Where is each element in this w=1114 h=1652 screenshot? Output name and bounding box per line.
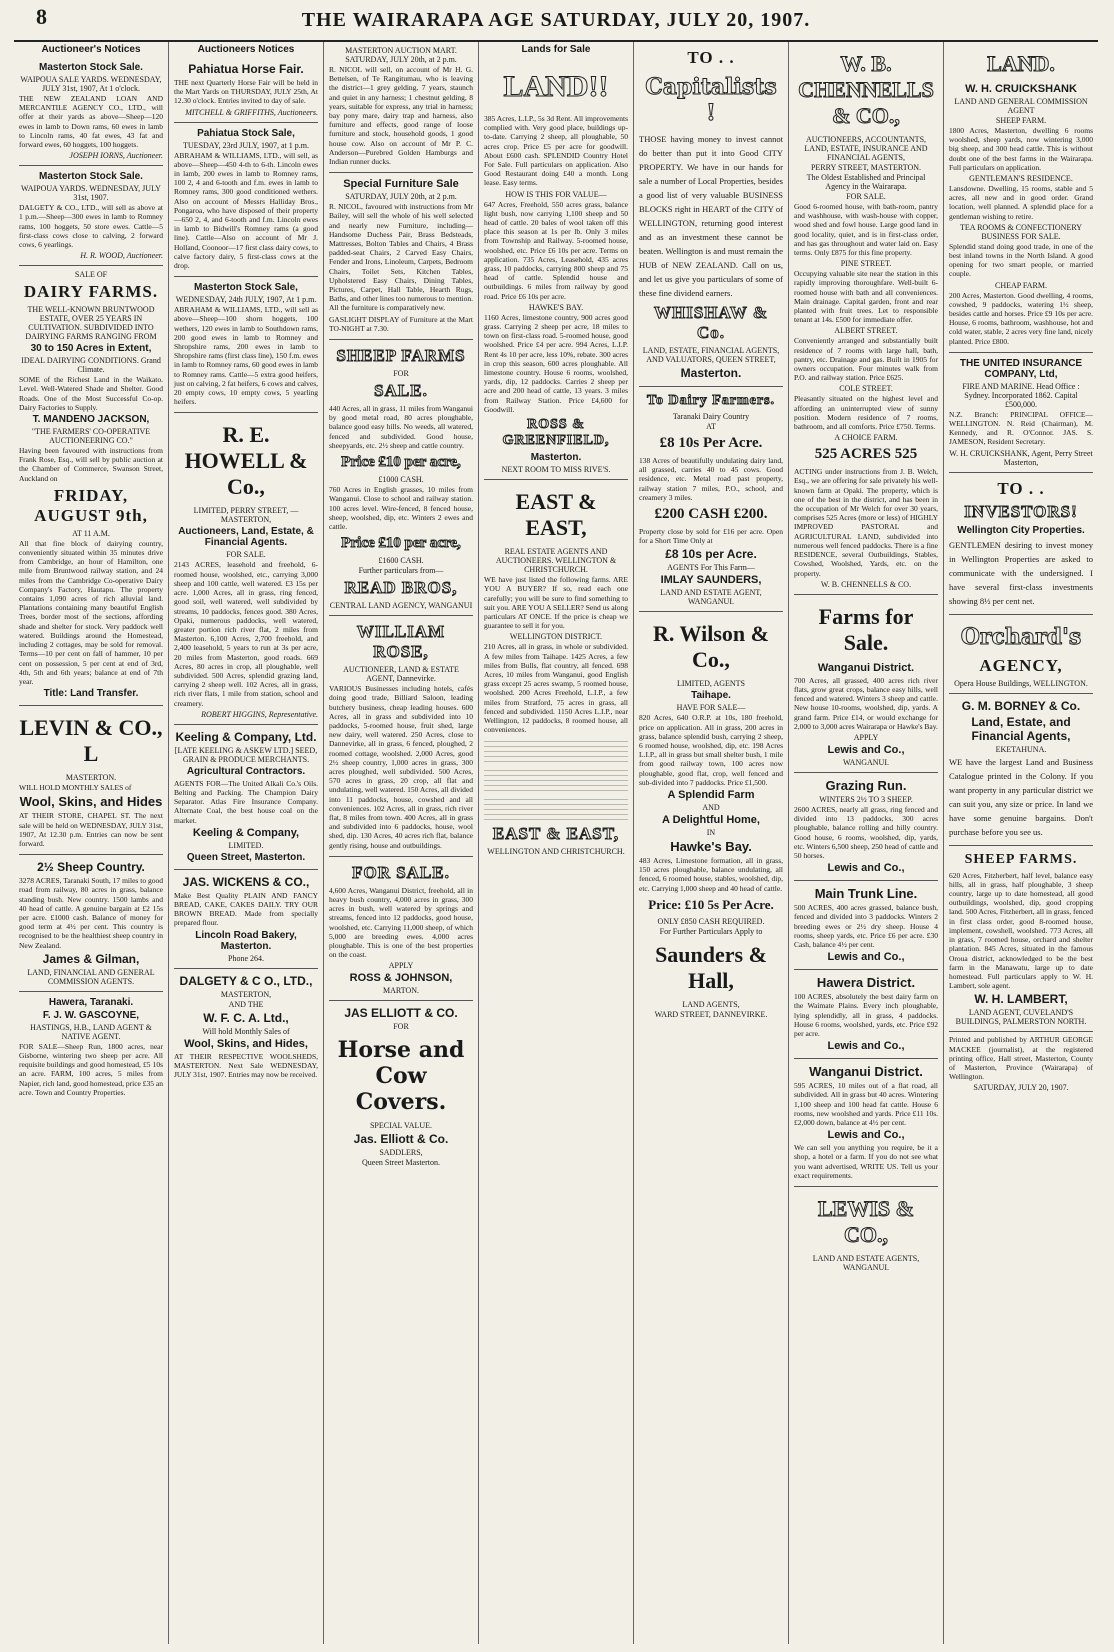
ad-body: WE have just listed the following farms. ARE YOU A BUYER? If so, read each one carefully; you will be sure to find something to suit you. ARE YOU A SELLER? Send us along particulars AT ONCE. If the price is cheap we guarantee to sell it for you. [484, 575, 628, 631]
ad-firm: ROSS & JOHNSON, [349, 972, 453, 985]
ad-firm: Lewis and Co., [827, 951, 905, 964]
ad-body: ACTING under instructions from J. B. Welch, Esq., we are offering for sale privately his well-known farm at Opaki. The property, which is one of the best in the district, and has been in the occupation of Mr Welch for over 30 years, comprises 525 Acres (more or less) of HIGHLY IMPROVED PASTORAL and AGRICULTURAL LAND, subdivided into numerous well fenced paddocks. There is a fine RESIDENCE, several Outbuildings, Stables, Cowshed, Woolshed, Yards, etc. on the property. [794, 467, 939, 578]
ad-location: Queen Street Masterton. [362, 1158, 440, 1168]
ad-firm: ROSS & GREENFIELD, [502, 417, 610, 449]
ad-for: FOR [393, 369, 409, 379]
pahiatua-horse-fair-ad [174, 57, 318, 123]
ad-title: To Dairy Farmers. [646, 393, 776, 408]
ad-subtitle: FIRE AND MARINE. Head Office : Sydney. Incorporated 1862. Capital £500,000. [962, 381, 1080, 409]
ad-subtitle: LAND, ESTATE, FINANCIAL AGENTS, AND VALUATORS, QUEEN STREET, [642, 346, 780, 364]
ad-title: Pahiatua Stock Sale, [197, 127, 295, 139]
ad-body: Splendid stand doing good trade, in one of the best inland towns in the North Island. A good opening for two smart people, or married couple. [949, 241, 1093, 279]
ad-cash: ONLY £850 CASH REQUIRED. [657, 916, 765, 926]
ad-body: 1800 Acres, Masterton, dwelling 6 rooms woolshed, sheep yards, now wintering 3,000 big sheep, and 300 head cattle. This is without doubt one of the best farms in the Wairarapa. Full particulars on application. [949, 126, 1093, 172]
ad-body: VARIOUS Businesses including hotels, cafés doing good trade, Billiard Saloon, leading butchery business, cheap leading houses. 600 Acres, all in grass and subdivided into 10 paddocks, 5-roomed house, fruit shed, large new dairy, well watered. 250 Acres, close to Dannevirke, all in grass, 6 fenced, ploughed, 2 roomed cottage, woolshed. 2,000 Acres, good 2½ sheep country, 1,000 acres in grass, 300 acres ploughed, well subdivided. 500 Acres, 570 acres in grass, 20 crop, all flat and undulating, well watered. 150 Acres, all divided into 11 paddocks, house, cowshed and all conveniences. 102 Acres, all in grass, rich river flat, 8 miles from town. 400 Acres, all in grass and subdivided into 6 paddocks, house, wool shed, dip. 130 Acres, 40 acres rich flat, balance gently rising, house and outbuildings. [329, 684, 473, 850]
ad-location: MASTERTON, [220, 989, 272, 999]
ad-address: PERRY STREET, MASTERTON. [810, 163, 922, 172]
ad-body: 500 ACRES, 400 acres grassed, balance bush, fenced and divided into 3 paddocks. Winters 2 breeding ewes or 2½ dry sheep. House 4 rooms, sheep yards, etc. Price £6 per acre. £30 Cash, balance 4½ per cent. [794, 903, 938, 949]
ad-address: NEXT ROOM TO MISS RIVE'S. [501, 465, 611, 475]
ad-subtitle: LAND AGENT, CUVELAND'S BUILDINGS, PALMERSTON NORTH. [955, 1008, 1087, 1027]
imprint-date: SATURDAY, JULY 20, 1907. [973, 1083, 1069, 1093]
ad-title: SHEEP FARMS. [964, 851, 1078, 867]
ad-subtitle: Land, Estate, and Financial Agents, [971, 714, 1071, 743]
ad-body: 1160 Acres, limestone country, 900 acres good grass. Carrying 2 sheep per acre, 18 miles to town on first-class road. 5-roomed house, good woolshed. Price £4 per acre. 994 Acres, L.I.P. Rent 4s 10 per acre, less 10%, rebate. 300 acres in crop this season, 600 acres ploughable. All limestone country. House 6 rooms, woolshed, yards, dip, 12 paddocks. Carries 2 sheep per acre and 200 head of cattle, 13 years. 3 miles from Railway Station. Price £4,600 for Goodwill. [484, 312, 628, 414]
ad-range: 30 to 150 Acres in Extent, [30, 343, 152, 355]
ad-firm: Lewis and Co., [827, 1040, 905, 1053]
wickens-ad [174, 870, 318, 969]
ad-firm: IMLAY SAUNDERS, [660, 574, 762, 587]
ad-title: JAS. WICKENS & CO., [182, 874, 310, 889]
ad-body: 595 ACRES, 10 miles out of a flat road, all subdivided. All in grass but 40 acres. Wintering 1,100 sheep and 100 head fat cattle. House 6 rooms, new woolshed and yards. Price £11 10s. £2,000 down, balance at 4½ per cent. [794, 1081, 938, 1127]
sheep-country-ad [19, 855, 163, 992]
ad-location: EKETAHUNA. [995, 744, 1047, 754]
ad-body: AT THEIR RESPECTIVE WOOLSHEDS, MASTERTON. Next Sale WEDNESDAY, JULY 31st, 1907. Entries may now be received. [174, 1051, 318, 1079]
ad-signature: MITCHELL & GRIFFITHS, Auctioneers. [185, 107, 318, 117]
grazing-run-ad [794, 773, 938, 881]
section-header: Auctioneer's Notices [41, 44, 141, 55]
ad-body: N.Z. Branch: PRINCIPAL OFFICE—WELLINGTON. N. Reid (Chairman), M. Kennedy, and R. O'Connor. JAS. S. JAMESON, Resident Secretary. [949, 409, 1093, 447]
ad-firm: WHISHAW & Co. [653, 303, 768, 342]
ad-subtitle: LAND AND ESTATE AGENTS, WANGANUI. [812, 1254, 920, 1272]
ad-body: GASLIGHT DISPLAY of Furniture at the Mart TO-NIGHT at 7.30. [329, 314, 473, 333]
ad-body: Lansdowne. Dwelling, 15 rooms, stable and 5 acres, all new and in good order. Grand location, well planned. A splendid place for a gentleman wishing to retire. [949, 184, 1093, 221]
ad-body: WILL HOLD MONTHLY SALES of [19, 783, 132, 793]
ad-title: THE UNITED INSURANCE COMPANY, Ltd, [959, 357, 1083, 380]
ad-body: All that fine block of dairying country, conveniently situated within 35 minutes drive from Cambridge, an hour of Hamilton, one mile from Bruntwood railway station, and 24 miles from the Cambridge Co-operative Dairy Company's Factory, Hautapu. The property contains 1,090 acres of rich alluvial land. Plantations containing many beautiful English Trees, border most of the sections, affording shade and shelter for stock. Very paddock well watered. Buildings around the Homestead, including 2 cottages, may be sold for removal. Terms—10 per cent on fall of hammer, 10 per cent on possession, 5 per cent at end of 3rd, 4th, 5th and 6th years; balance at end of 7th year. [19, 538, 163, 686]
wanganui-district-ad [794, 1059, 938, 1187]
cruickshank-ad [949, 42, 1093, 353]
east-east-ad [484, 480, 628, 861]
ad-body: SOME of the Richest Land in the Waikato. Level. Well-Watered Shade and Shelter. Good Roads. One of the Most Successful Co-op. Dairy Factories to Supply. [19, 375, 163, 412]
ad-title: DAIRY FARMS. [23, 282, 159, 302]
columns [14, 42, 1098, 1644]
lambert-ad [949, 846, 1093, 1033]
ad-title: G. M. BORNEY & Co. [961, 698, 1081, 713]
ad-body: Make Best Quality PLAIN AND FANCY BREAD, CAKE, CAKES DAILY. TRY OUR BROWN BREAD. Made from specially prepared flour. [174, 890, 318, 928]
ad-subtitle: AUCTIONEERS, ACCOUNTANTS, LAND, ESTATE, INSURANCE AND FINANCIAL AGENTS, [804, 135, 928, 162]
ad-title: Farms for Sale. [818, 603, 914, 655]
ad-body: Conveniently arranged and substantially built residence of 7 rooms with large hall, bath, pantry, etc. Drainage and gas. Built in 1905 for owners occupation. Four minutes walk from P.O. and railway station. Price £625. [794, 336, 938, 383]
ad-title: SHEEP FARMS [336, 346, 466, 366]
ad-body: We can sell you anything you require, be it a shop, a hotel or a farm. If you do not see what you want advertised, WRITE US. Tell us your exact requirements. [794, 1143, 938, 1180]
ad-subtitle: AUCTIONEER, LAND & ESTATE AGENT, Dannevirke. [343, 665, 459, 684]
ad-body: Pleasantly situated on the highest level and affording an uninterrupted view of sunny position. Modern residence of 7 rooms, bathroom, and all comforts. Price £750. Terms. [794, 394, 938, 432]
ad-title: JAS ELLIOTT & CO. [344, 1006, 458, 1021]
ad-and: AND [702, 803, 720, 813]
ad-firm-sub: LAND AND ESTATE AGENT, WANGANUI. [660, 588, 762, 607]
ad-forsale: FOR SALE. [846, 192, 886, 201]
ad-role: SADDLERS, [379, 1148, 423, 1158]
ad-title-2: AGENCY, [979, 655, 1063, 675]
ad-firm: Lincoln Road Bakery, Masterton. [195, 929, 297, 952]
ad-body: Occupying valuable site near the station in this rapidly improving thoroughfare. Well-built 6-roomed house with bath and all conveniences. Main drainage. Capital garden, front and rear planted with fruit trees. Let to responsible tenant at 14s. £500 for immediate offer. [794, 269, 938, 325]
lewis-co-ad [794, 1187, 938, 1277]
ad-body: 2600 ACRES, nearly all grass, ring fenced and divided into 13 paddocks, 300 acres ploughable, balance rolling and hilly country. Good house, 6 rooms, woolshed, dip, yards, etc. Winters 6,500 sheep, 250 head of cattle and 50 horses. [794, 804, 938, 860]
ad-role: Auctioneers, Land, Estate, & Financial Agents. [178, 526, 314, 549]
ad-time: AT 11 A.M. [72, 528, 110, 538]
ad-title: Masterton Stock Sale. [39, 62, 143, 73]
howell-co-ad [174, 413, 318, 724]
ad-body: 100 ACRES, absolutely the best dairy farm on the Waimate Plains. Every inch ploughable, lying splendidly, all in grass, 4 paddocks. House 6 rooms, woolshed, yards, etc. Price £92 per acre. [794, 992, 938, 1038]
ad-street: PINE STREET. [840, 259, 892, 269]
ad-firm: Jas. Elliott & Co. [353, 1132, 449, 1147]
column-4 [479, 42, 634, 1644]
ad-subtitle: WAIPOUA SALE YARDS. WEDNESDAY, JULY 31st, 1907, At 1 o'clock. [20, 75, 162, 93]
ad-title: Capitalists ! [645, 74, 777, 126]
ad-title: Pahiatua Horse Fair. [188, 62, 304, 76]
ad-title: INVESTORS! [964, 501, 1078, 521]
ad-body: 4,600 Acres, Wanganui District, freehold, all in heavy bush country, 4,000 acres in grass, 300 acres in bush, well watered by springs and streams, fenced into 12 paddocks, good house, woolshed, etc. Carrying 11,000 sheep, of which 5,000 are breeding ewes. 4,000 acres ploughable. This is one of the best properties on the coast. [329, 885, 473, 960]
ad-firm-sub: CENTRAL LAND AGENCY, WANGANUI [329, 601, 473, 611]
ad-tea: TEA ROOMS & CONFECTIONERY BUSINESS FOR SALE. [959, 222, 1082, 241]
ad-splendid: A Splendid Farm [667, 789, 755, 802]
ad-title: LEVIN & CO., L [19, 715, 163, 767]
ad-subtitle: LIMITED, PERRY STREET, — MASTERTON, [193, 506, 299, 525]
ad-for: FOR [393, 1022, 409, 1032]
william-rose-ad [329, 616, 473, 857]
column-1 [14, 42, 169, 1644]
ad-firm-sub: LIMITED. [228, 840, 264, 850]
column-7 [944, 42, 1098, 1644]
ad-firm: Lewis and Co., [827, 1129, 905, 1142]
ad-firm: James & Gilman, [42, 951, 140, 966]
pahiatua-stock-sale-ad [174, 123, 318, 278]
ad-sale: SALE. [374, 381, 428, 401]
ad-firm: W. H. LAMBERT, [974, 992, 1068, 1007]
ad-body: WE have the largest Land and Business Catalogue printed in the Colony. If you want property in any particular district we can suit you, any size or price. In land we have some genuine bargains. Don't purchase before you see us. [949, 756, 1093, 837]
section-header: Lands for Sale [521, 44, 591, 55]
masterton-stock-sale-ad-3 [174, 277, 318, 413]
ad-body: 820 Acres, 640 O.R.P. at 10s, 180 freehold, price on application. All in grass, 200 acres in grass, balance splendid bush, carrying 2 sheep, 6 roomed house, woolshed, dip, etc. 198 Acres L.I.P., all in grass but small shelter bush, 1 mile from good railway town, 100 acres now ploughable, good flat, crop, well fenced and sub-divided into 7 paddocks. Price £1,500. [639, 713, 783, 787]
ad-price: £8 10s Per Acre. [659, 435, 763, 451]
ad-title: F. J. W. GASCOYNE, [42, 1009, 140, 1021]
dalgety-wool-ad [174, 969, 318, 1086]
ad-location: Taranaki Dairy Country [672, 412, 750, 421]
ad-signature: W. B. CHENNELLS & CO. [820, 579, 912, 589]
ad-conditions: IDEAL DAIRYING CONDITIONS. Grand Climate. [21, 356, 161, 375]
page-number: 8 [36, 4, 47, 29]
ad-cash: £200 CASH £200. [654, 506, 768, 523]
ad-body: Will hold Monthly Sales of [202, 1026, 290, 1036]
furniture-sale-ad [329, 173, 473, 340]
dairy-farmers-ad [639, 387, 783, 612]
ad-goods: Wool, Skins, and Hides [19, 794, 163, 810]
ad-auctioneer: T. MANDENO JACKSON, [32, 414, 150, 426]
ad-subtitle: Opera House Buildings, WELLINGTON. [954, 678, 1088, 688]
ad-to: TO . . [997, 478, 1045, 498]
text-filler [484, 737, 628, 763]
for-sale-ad [329, 857, 473, 1002]
masterton-stock-sale-ad-2 [19, 166, 163, 266]
ad-location: MASTERTON. [65, 773, 117, 783]
ad-title: Keeling & Company, Ltd. [175, 729, 317, 744]
ad-price: Price £10 per acre, [341, 535, 461, 552]
ad-body: 2143 ACRES, leasehold and freehold, 6-roomed house, woolshed, etc., carrying 3,000 sheep and 100 cattle, well watered. £3 15s per acre. 1,000 Acres, all in grass, ring fenced, good soil, well watered, well subdivided by streams, 10 paddocks, fences good. 380 Acres, Opaki, numerous paddocks, well watered, greater portion rich river flat, 2 miles from Masterton. 6,100 Acres, 2,700 freehold, and 2,400 leasehold, 5 years to run at 3s per acre, 20 miles from Masterton, good roads. 669 Acres, 80 acres in crop, all ploughable, well subdivided. 500 Acres, splendid grazing land, carrying 2 sheep well. 102 Acres, all in grass, rich river flats, 1 mile from station, school and creamery. [174, 560, 318, 708]
ad-body: FOR SALE—Sheep Run, 1800 acres, near Gisborne, wintering two sheep per acre. All requisite buildings and good homestead, £5 10s an acre. FARM, 100 acres, 5 miles from Napier, rich land, good homestead, price £35 an acre. Town and Country Properties. [19, 1041, 163, 1097]
ad-title: Masterton Stock Sale. [39, 171, 143, 183]
ad-agent: W. H. CRUICKSHANK, Agent, Perry Street Masterton, [949, 448, 1093, 467]
ad-goods: Wool, Skins, and Hides, [184, 1037, 308, 1050]
auction-mart-ad [329, 42, 473, 173]
masterton-stock-sale-ad [19, 57, 163, 166]
keeling-company-ad [174, 725, 318, 870]
ad-further: For Further Particulars Apply to [659, 926, 763, 936]
ad-apply: APPLY [388, 961, 414, 971]
chennells-ad [794, 42, 938, 595]
ad-firm: Lewis and Co., [827, 743, 905, 756]
ad-question: HOW IS THIS FOR VALUE— [505, 189, 607, 199]
ad-agents: AGENTS For This Farm— [667, 563, 755, 573]
ad-further: Further particulars from— [358, 566, 444, 576]
ad-subtitle: WEDNESDAY, 24th JULY, 1907, At 1 p.m. [175, 295, 317, 305]
ad-body: ABRAHAM & WILLIAMS, LTD., will sell, as above—Sheep—450 4-th to 6-th. Lincoln ewes in lamb, 200 ewes in lamb to Romney rams, 100 2, 4 and 6-tooth and f.m. ewes in lamb to Romney rams, 300 good conditioned wethers. Also on account of Messrs Halliday Bros., Pongaroa, who have disposed of their property—650 2, 4, and 6-tooth and f.m. Lincoln ewes in lamb to Bidwill's Romney rams (a good line). Cattle—Also on account of Mr J. Holland, Coonoor—17 first class dairy cows, to calve factory dairy, 5 first-class cows at the drop. [174, 150, 318, 271]
ad-location: WANGANUI. [843, 757, 889, 767]
ad-subtitle: Wellington City Properties. [957, 524, 1085, 536]
elliott-ad [329, 1001, 473, 1172]
ad-region: Hawke's Bay. [670, 839, 752, 855]
ad-body: 3278 ACRES, Taranaki South, 17 miles to good road from railway, 80 acres in grass, balance standing bush. New country. 1500 lambs and 40 head of cattle. A genuine bargain at £2 15s per acre. £1000 cash. Balance of money for good term at 4½ per cent. This country is recognised to be the healthiest sheep country in New Zealand. [19, 876, 163, 950]
ad-residence: GENTLEMAN'S RESIDENCE. [969, 174, 1073, 184]
newspaper-title: THE WAIRARAPA AGE SATURDAY, JULY 20, 1907. [301, 8, 811, 31]
ad-location: Taihape. [691, 690, 731, 702]
ad-body: 620 Acres, Fitzherbert, half level, balance easy hills, all in grass, half ploughable, 3 sheep country, large up to date homestead, all good outbuildings, woolshed, dip, good cropping land. 500 Acres, Fitzherbert, all in grass, fenced in first class order, good 8-roomed house, implement, cowshell, woolshed. 773 Acres, all in grass, 7 roomed house, orchard and shelter plantation. 845 Acres, situated in the famous Oroua district, acknowledged to be the best farm in the Manawatu, large up to date homestead. Full particulars apply to W. H. Lambert, sole agent. [949, 870, 1093, 991]
ad-to: TO . . [687, 48, 735, 67]
ad-firm: W. H. CRUICKSHANK [965, 83, 1077, 95]
ad-title: LEWIS & CO., [818, 1196, 914, 1247]
ad-title: W. B. CHENNELLS & CO., [798, 51, 934, 128]
ad-firm: Lewis and Co., [827, 862, 905, 875]
column-3 [324, 42, 479, 1644]
ad-body: Having been favoured with instructions from Frank Rose, Esq., will sell by public auction at the Chamber of Commerce, Swanson Street, Auckland on [19, 446, 163, 483]
ad-firm: Saunders & Hall, [655, 941, 767, 993]
ad-subtitle: WINTERS 2½ TO 3 SHEEP. [819, 794, 913, 804]
ad-title: Orchard's [960, 623, 1082, 650]
masthead [14, 0, 1098, 42]
ad-title: Grazing Run. [825, 777, 907, 793]
ad-price: £8 10s per Acre. [665, 547, 757, 562]
ad-subtitle: LAND AND GENERAL COMMISSION AGENT [954, 97, 1088, 115]
ad-subtitle: LIMITED, AGENTS [677, 679, 745, 689]
ad-farm: A CHOICE FARM. [834, 433, 898, 443]
united-insurance-ad [949, 353, 1093, 473]
ad-firm: READ BROS, [344, 578, 458, 598]
imprint [949, 1032, 1093, 1097]
ad-body: DALGETY & CO., LTD., will sell as above at 1 p.m.—Sheep—300 ewes in lamb to Romney rams, 100 hoggets, 50 store ewes. Cattle—5 first-class cows close to calving, 2 forward cows, 6 yearlings. [19, 203, 163, 250]
ad-price: Price: £10 5s Per Acre. [648, 896, 774, 912]
farms-for-sale-ad [794, 595, 938, 773]
ad-special: SPECIAL VALUE. [369, 1121, 433, 1131]
column-2 [169, 42, 324, 1644]
borney-ad [949, 694, 1093, 846]
sheep-farms-ad [329, 340, 473, 616]
ad-acres: 525 ACRES 525 [814, 446, 918, 463]
ad-body: AGENTS FOR—The United Alkali Co.'s Oils. Belting and Packing. The Champion Dairy Separator. Atlas Fire Insurance Company. Alternate Coal, the best house coal on the market. [174, 778, 318, 825]
ad-title: WILLIAM ROSE, [356, 622, 446, 662]
ad-footer-location: WELLINGTON AND CHRISTCHURCH. [487, 847, 625, 857]
ad-street: ALBERT STREET. [834, 326, 898, 336]
ad-firm: Keeling & Company, [192, 826, 300, 839]
capitalists-ad [639, 42, 783, 387]
ad-signature: H. R. WOOD, Auctioneer. [80, 251, 163, 261]
ad-subtitle: HASTINGS, H.B., LAND AGENT & NATIVE AGENT. [30, 1022, 152, 1041]
ad-at: AT [706, 422, 716, 431]
ad-have: HAVE FOR SALE— [676, 703, 746, 713]
ad-subtitle: THE WELL-KNOWN BRUNTWOOD ESTATE, OVER 25 YEARS IN CULTIVATION. SUBDIVIDED INTO DAIRYING FARMS RANGING FROM [25, 305, 157, 342]
ad-body: Good 6-roomed house, with bath-room, pantry and washhouse, with wash-house with copper, wood shed and fowl house. Large good land in good locality, quiet, and is in first-class order, and has gas throughout and water laid on. Easy terms. Only £875 for this fine property. [794, 202, 938, 258]
ad-body: THOSE having money to invest cannot do better than put it into Good CITY PROPERTY. We have in our hands for sale a number of Local Properties, besides a good list of very valuable BUSINESS BLOCKS right in HEART of the CITY of WELLINGTON, returning good interest and as an investment these cannot be beaten. Wellington is and must remain the HUB of NEW ZEALAND. Call on us, and let us give you particulars of some of these fine dividend earners. [639, 134, 783, 298]
ad-location: MARTON. [382, 986, 420, 996]
ad-pretitle: SALE OF [74, 270, 108, 280]
ad-body: AT THEIR STORE, CHAPEL ST. The next sale will be held on WEDNESDAY, JULY 31st, 1907, At 12.30 p.m. Entries can now be sent forward. [19, 811, 163, 848]
ad-title: FOR SALE. [352, 862, 450, 882]
ad-and: AND THE [228, 999, 264, 1009]
ad-location: Queen Street, Masterton. [186, 851, 306, 863]
ad-location: WELLINGTON DISTRICT. [509, 632, 603, 642]
hawera-district-ad [794, 970, 938, 1059]
imprint-text: Printed and published by ARTHUR GEORGE MACKEE (journalist), at the registered printing office, Hall street, Masterton, County of Masterton, Province (Wairarapa) of Wellington. [949, 1035, 1093, 1082]
ad-location: Hawera, Taranaki. [48, 996, 134, 1008]
ad-body: R. NICOL will sell, on account of Mr H. G. Bettelsen, of Te Rangitumau, who is leaving the district—1 grey gelding, 7 years, staunch and quiet in any harness; 1 chestnut gelding, 8 years, suitable for express, any trial in harness; bay pony mare, dairy trap and harness, also furniture and effects, good range of loose furniture and stock, household goods, 1 good house cow. Also on account of Mr P. C. Anderson—Purebred Golden Hamburgs and Indian runner ducks. [329, 65, 473, 167]
ad-title: R. E. HOWELL & Co., [184, 422, 308, 500]
ad-body: R. NICOL, favoured with instructions from Mr Bailey, will sell the whole of his well selected and nearly new Furniture, including—Handsome Duchess Pair, Brass Bedsteads, Mattresses, Bolton Tables and Chairs, 4 Brass padded-seat Chairs, 2 Carved Easy Chairs, Fender and Irons, Linoleum, Carpets, Bedroom Chairs, Toilet Sets, Kitchen Tables, Upholstered Easy Chairs, Dining Tables, Pictures, Carpet, Hall Table, Hearth Rugs, Baths, and other lines too numerous to mention. All the furniture is comparatively new. [329, 202, 473, 313]
text-filler [484, 795, 628, 821]
ad-street: COLE STREET. [839, 384, 893, 394]
main-trunk-ad [794, 881, 938, 970]
ad-body: 385 Acres, L.I.P., 5s 3d Rent. All improvements complied with. Very good place, buildings up-to-date. Carrying 2 sheep, all ploughable, 50 acres crop. Price £5 per acre for goodwill. About £600 cash. SPLENDID Country Hotel For Sale. Full particulars on application. Also Good Restaurant doing £40 a month. Long lease. Easy terms. [484, 114, 628, 188]
ad-subtitle: WAIPOUA YARDS. WEDNESDAY, JULY 31st, 1907. [21, 184, 161, 203]
ad-subtitle: W. F. C. A. Ltd., [203, 1010, 289, 1025]
column-5 [634, 42, 789, 1644]
gascoyne-ad [19, 992, 163, 1103]
ad-body: 200 Acres, Masterton. Good dwelling, 4 rooms, cowshed, 9 paddocks, watering 1½ sheep, besides cattle and horses. Price £9 10s per acre. House, 6 rooms, bathroom, washhouse, hot and cold water, stable, 2 acres very fine land, nicely planted. Price £800. [949, 290, 1093, 346]
ad-body: ABRAHAM & WILLIAMS, LTD., will sell as above—Sheep—100 shorn hoggets, 100 wethers, 120 ewes in lamb to Southdown rams, 200 good ewes in lamb to Romney and Shropshire rams, 200 ewes in lamb to Shropshire rams (first class line), 150 f.m. ewes in lamb to Romney rams, 60 good ewes in lamb to Romney rams. Cattle—5 extra good heifers, just on calving, 2 fat heifers, 6 cows and calves, 20 empty cows, 10 empty cows, 5 yearling heifers. [174, 305, 318, 407]
wilson-co-ad [639, 612, 783, 1023]
ad-title: LAND. [987, 51, 1055, 76]
text-filler [484, 766, 628, 792]
ad-title: Main Trunk Line. [814, 886, 918, 902]
orchards-agency-ad [949, 615, 1093, 694]
ad-body: 483 Acres, Limestone formation, all in grass, 150 acres ploughable, balance undulating, all fenced, 6 roomed house, stables, woolshed, dip, etc. Carrying 1,000 sheep and 40 head of cattle. [639, 856, 783, 893]
ad-body: Property close by sold for £16 per acre. Open for a Short Time Only at [639, 527, 783, 546]
dairy-farms-ad [19, 266, 163, 706]
ad-body: 210 Acres, all in grass, in whole or subdivided. A few miles from Taihape. 1425 Acres, a few miles from Bulls, flat country, all fenced. 698 Acres, 10 miles from Wanganui, good English grass except 25 acres swamp, 5 roomed house, woolshed. 200 Acres Freehold, L.I.P., a few miles from Stratford, 75 acres in grass, all fenced and subdivided. 1150 Acres L.I.P., near Wellington, 12 paddocks, 8 roomed house, all conveniences. [484, 642, 628, 735]
ad-phone: Phone 264. [228, 953, 264, 963]
ad-cash: £1600 CASH. [378, 556, 424, 566]
ad-firm-sub: LAND, FINANCIAL AND GENERAL COMMISSION AGENTS. [27, 967, 155, 986]
ad-footer-firm: EAST & EAST, [492, 824, 620, 844]
ad-subtitle: REAL ESTATE AGENTS AND AUCTIONEERS. WELLINGTON & CHRISTCHURCH. [495, 547, 617, 575]
ad-title: EAST & EAST, [515, 489, 597, 541]
ad-signature: ROBERT HIGGINS, Representative. [201, 709, 318, 719]
ad-farm: SHEEP FARM. [995, 116, 1047, 125]
ad-body: GENTLEMEN desiring to invest money in Wellington Properties are asked to communicate with the undersigned. I have several first-class investments showing 8½ per cent net. [949, 539, 1093, 606]
ad-location: Masterton. [530, 452, 582, 464]
ad-established: The Oldest Established and Principal Agency in the Wairarapa. [806, 173, 926, 191]
ad-body: THE next Quarterly Horse Fair will be held in the Mart Yards on THURSDAY, JULY 25th, At 12.30 o'clock. Entries invited to day of sale. [174, 78, 318, 106]
ad-body: 138 Acres of beautifully undulating dairy land, all grassed, carries 40 to 45 cows. Good residence, etc. Metal road past property, railway station 7 miles, P.O., school, and creamery 3 miles. [639, 456, 783, 502]
ad-address: WARD STREET, DANNEVIRKE. [654, 1009, 768, 1019]
ad-in: IN [706, 828, 716, 838]
ad-home: A Delightful Home, [662, 814, 760, 827]
ad-location: HAWKE'S BAY. [528, 302, 584, 312]
ad-apply: APPLY [853, 732, 879, 742]
ad-title: LAND!! [503, 70, 609, 103]
ad-goods: Horse and Cow Covers. [337, 1037, 465, 1116]
ad-role: Agricultural Contractors. [186, 765, 306, 777]
ad-title-note: Title: Land Transfer. [43, 688, 139, 700]
ad-title: R. Wilson & Co., [653, 621, 769, 673]
ad-cheap: CHEAP FARM. [994, 280, 1047, 290]
section-header: Auctioneers Notices [197, 44, 295, 55]
ad-subtitle: SATURDAY, JULY 20th, at 2 p.m. [345, 192, 457, 202]
ad-signature: JOSEPH IORNS, Auctioneer. [69, 151, 163, 161]
levin-co-ad [19, 706, 163, 855]
ad-title: Wanganui District. [809, 1064, 923, 1080]
ad-auctioneer-sub: "THE FARMERS' CO-OPERATIVE AUCTIONEERING CO." [31, 427, 151, 446]
ad-subtitle: MASTERTON AUCTION MART. SATURDAY, JULY 20th, at 2 p.m. [345, 46, 457, 64]
ad-subtitle: TUESDAY, 23rd JULY, 1907, at 1 p.m. [183, 140, 309, 150]
ad-firm-sub: LAND AGENTS, [682, 999, 740, 1009]
investors-ad [949, 473, 1093, 615]
ad-title: 2½ Sheep Country. [37, 860, 145, 875]
land-ad [484, 57, 628, 480]
ad-body: 760 Acres in English grasses, 10 miles from Wanganui. Close to school and railway station. 100 acres level. Wire-fenced, 8 fenced house, sheep, woolshed, dip, etc. Winters 2 ewes and cattle. [329, 485, 473, 531]
ad-title: Masterton Stock Sale, [194, 282, 298, 294]
ad-forsale: FOR SALE. [226, 550, 266, 560]
ad-title: Special Furniture Sale [343, 178, 459, 191]
ad-location: Wanganui District. [817, 661, 915, 674]
ad-body: 700 Acres, all grassed, 400 acres rich river flats, grow great crops, balance easy hills, well fenced and watered. Winters 3 sheep and cattle. New house 10-rooms, woolshed, dip, yards. A grand farm. Price £14, or would exchange for 2,000 to 3,000 acres Wairarapa or Hawke's Bay. [794, 675, 938, 731]
ad-body: THE NEW ZEALAND LOAN AND MERCANTILE AGENCY CO., LTD., will offer at their yards as above—Sheep—120 ewes in lamb to Down rams, 60 ewes in lamb to Lincoln rams, 40 fat ewes, 43 fat and forward ewes, 60 hoggets, 100 hoggets. [19, 94, 163, 150]
column-6 [789, 42, 944, 1644]
ad-location: Masterton. [680, 366, 742, 380]
ad-title: Hawera District. [816, 975, 916, 991]
ad-title: DALGETY & C O., LTD., [179, 973, 313, 988]
ad-cash: £1000 CASH. [378, 475, 424, 485]
ad-price: Price £10 per acre, [341, 454, 461, 471]
ad-subtitle: [LATE KEELING & ASKEW LTD.] SEED, GRAIN & PRODUCE MERCHANTS. [174, 745, 318, 764]
ad-body: 440 Acres, all in grass, 11 miles from Wanganui by good metal road, 80 acres ploughable, balance good easy hills. No weeds, all watered, fenced and subdivided. Good house, sheepyards, etc. 2½ sheep and cattle country. [329, 404, 473, 450]
ad-body: 647 Acres, Freehold, 550 acres grass, balance light bush, now carrying 1,100 sheep and 50 head of cattle. 20 bales of wool taken off this place this season at 1s per lb. Only 3 miles from Township and Railway. 5-roomed house, woolshed, etc. Price £6 10s per acre. Terms on application. 735 Acres, Leasehold, 435 acres grass, 10 paddocks, carrying 800 sheep and 75 head of cattle. Splendid house and outbuildings. 6 miles from railway by good road. Price £6 10s per acre. [484, 199, 628, 301]
ad-date: FRIDAY, AUGUST 9th, [34, 485, 148, 525]
